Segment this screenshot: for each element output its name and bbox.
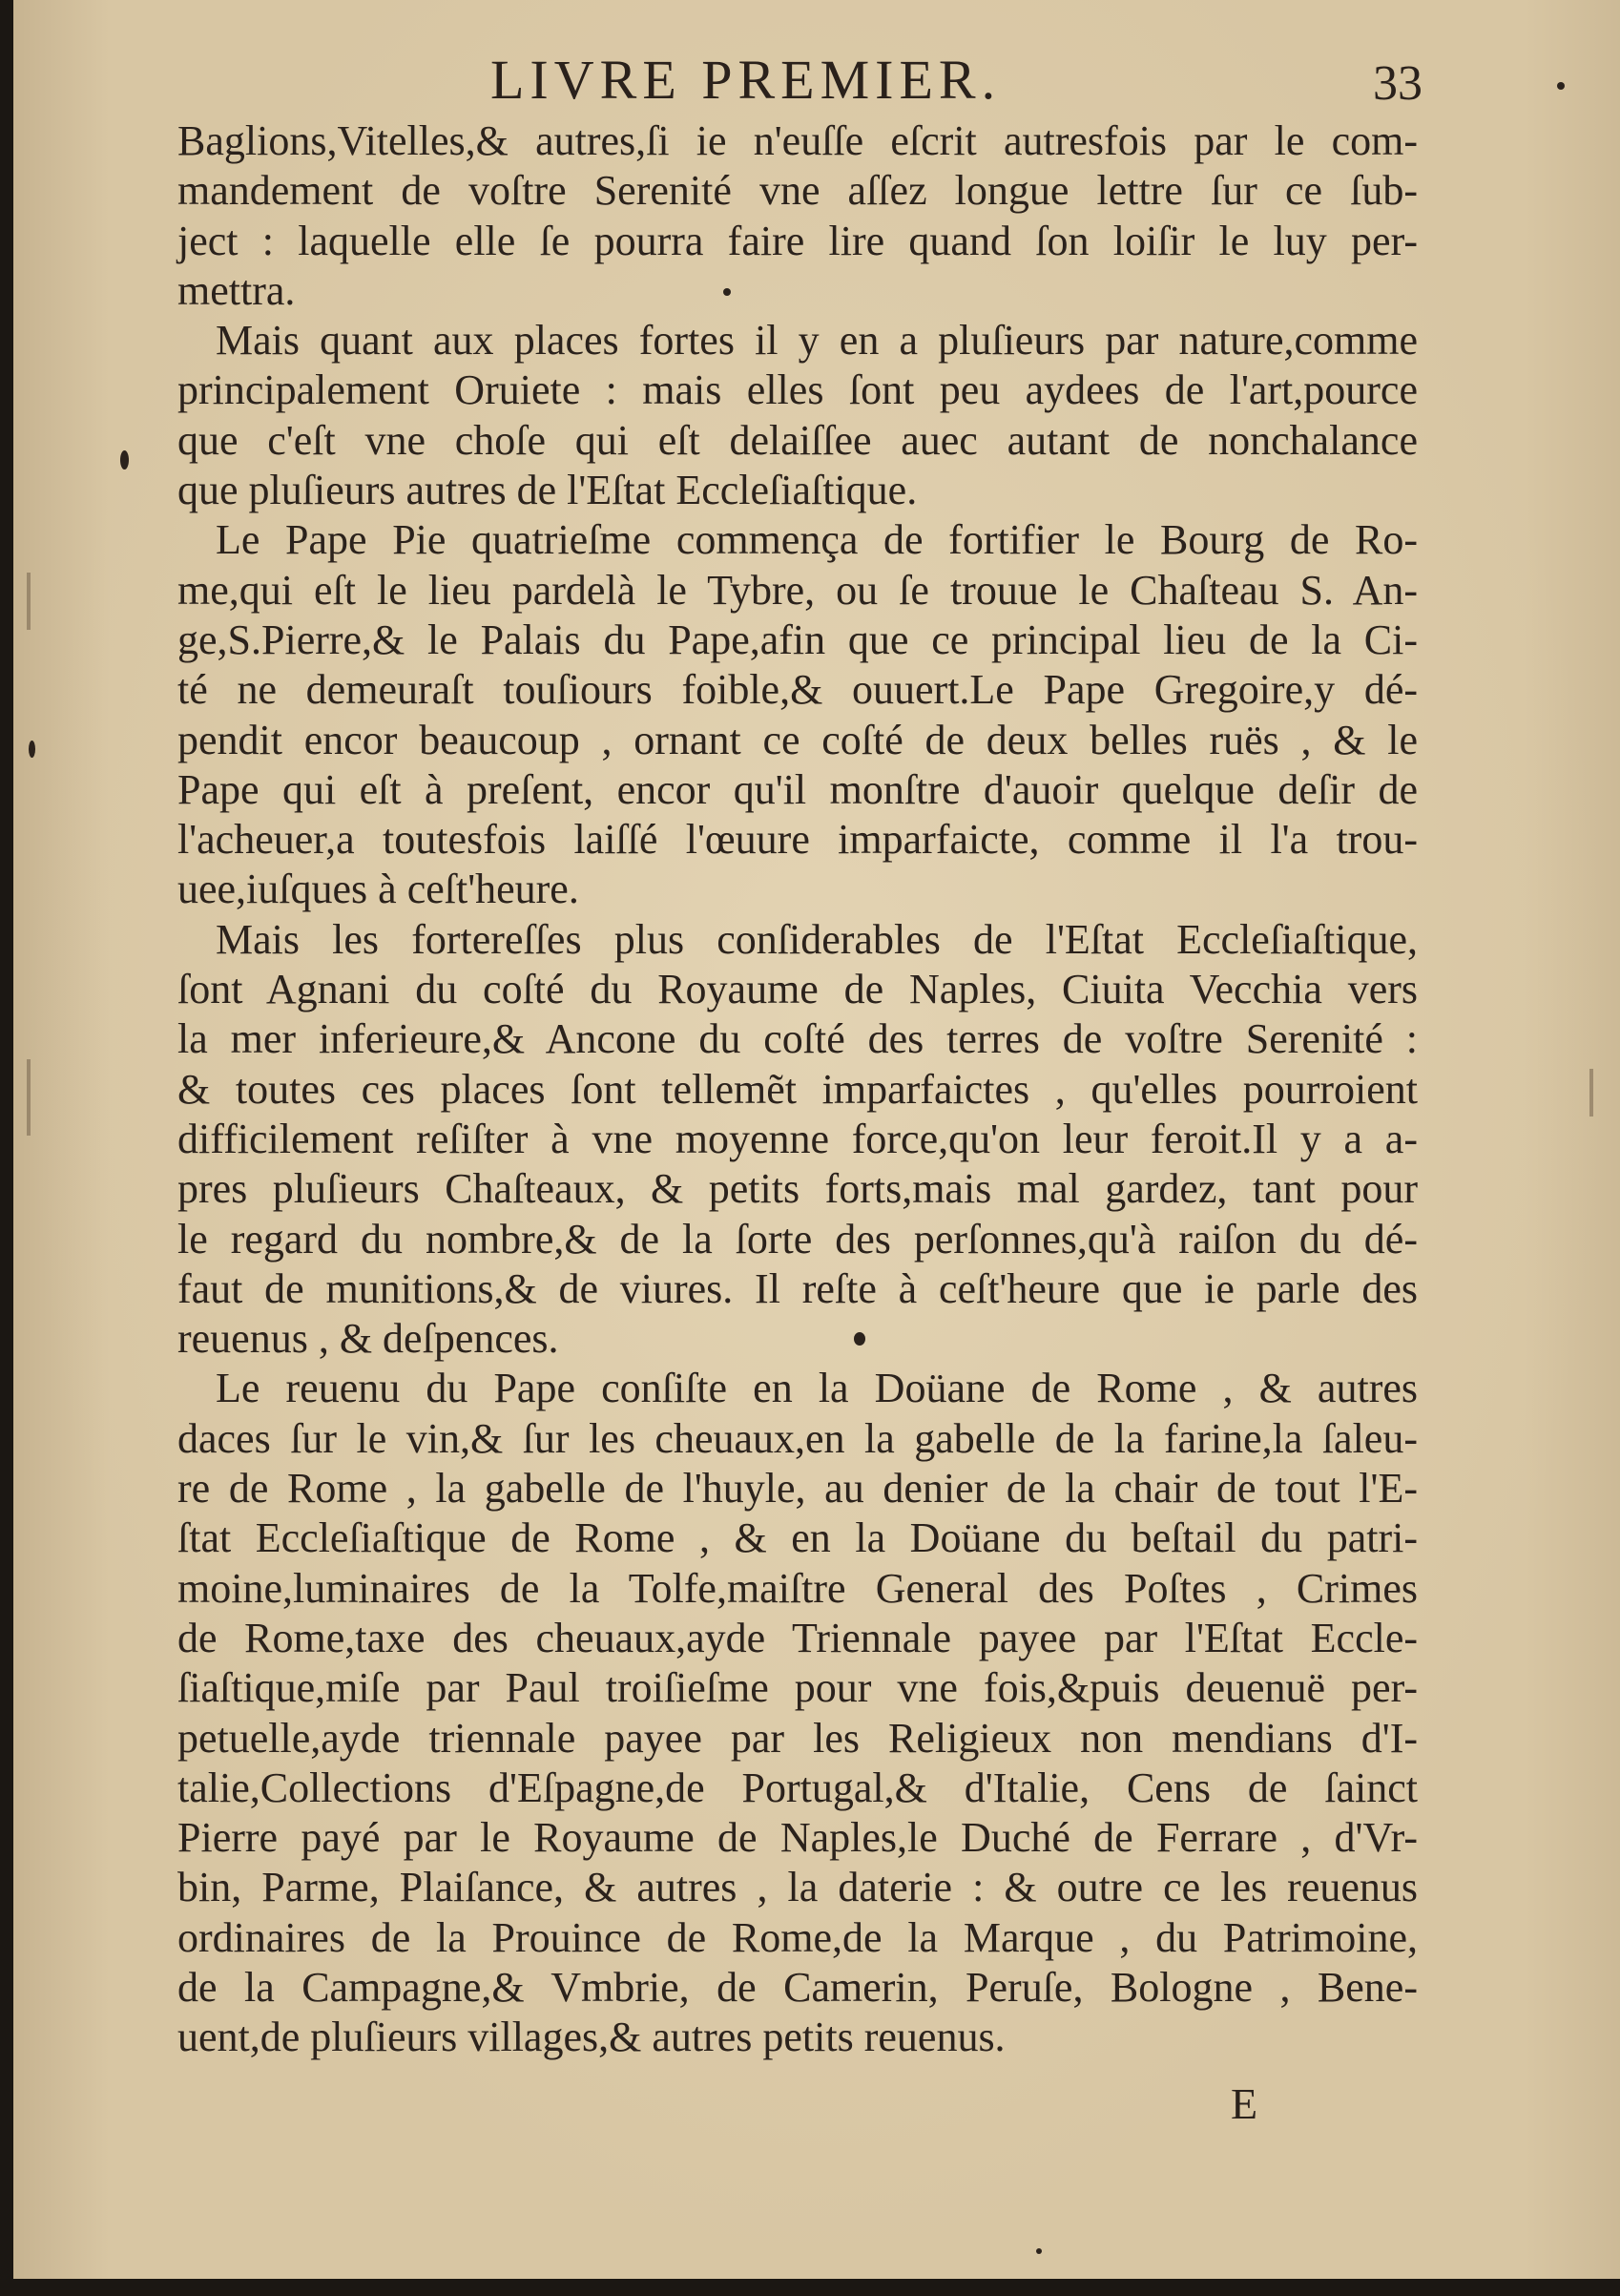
text-line: la mer inferieure,& Ancone du coſté des terres de voſtre Serenité : — [177, 1015, 1418, 1063]
ink-speck — [1036, 2248, 1042, 2254]
body-text — [177, 116, 1418, 2063]
page-header — [13, 29, 1620, 115]
text-line: ordinaires de la Prouince de Rome,de la Marque , du Patrimoine, — [177, 1913, 1418, 1961]
text-line: que c'eſt vne choſe qui eſt delaiſſee auec autant de nonchalance — [177, 416, 1418, 464]
text-line: le regard du nombre,& de la ſorte des perſonnes,qu'à raiſon du dé- — [177, 1215, 1418, 1263]
text-line: de la Campagne,& Vmbrie, de Camerin, Peruſe, Bologne , Bene- — [177, 1963, 1418, 2011]
text-line: principalement Oruiete : mais elles ſont peu aydees de l'art,pource — [177, 366, 1418, 414]
text-line: Le Pape Pie quatrieſme commença de fortifier le Bourg de Ro- — [216, 516, 1418, 564]
text-line: l'acheuer,a toutesfois laiſſé l'œuure imparfaicte, comme il l'a trou- — [177, 816, 1418, 864]
text-line: de Rome,taxe des cheuaux,ayde Triennale payee par l'Eſtat Eccle- — [177, 1614, 1418, 1661]
text-line: té ne demeuraſt touſiours foible,& ouuert.Le Pape Gregoire,y dé- — [177, 666, 1418, 714]
ink-speck — [1557, 82, 1565, 90]
ink-speck — [29, 741, 35, 758]
running-title: LIVRE PREMIER. — [490, 49, 1002, 111]
text-line: que pluſieurs autres de l'Eſtat Eccleſiaſtique. — [177, 467, 918, 514]
edge-blemish — [27, 573, 31, 630]
text-line: ſtat Eccleſiaſtique de Rome , & en la Doüane du beſtail du patri- — [177, 1514, 1418, 1562]
text-line: pendit encor beaucoup , ornant ce coſté de deux belles ruës , & le — [177, 716, 1418, 763]
book-page — [13, 0, 1620, 2279]
edge-blemish — [1589, 1069, 1593, 1117]
text-line: difficilement reſiſter à vne moyenne force,qu'on leur feroit.Il y a a- — [177, 1115, 1418, 1162]
text-line: Mais les fortereſſes plus conſiderables de l'Eſtat Eccleſiaſtique, — [216, 915, 1418, 963]
text-line: Pierre payé par le Royaume de Naples,le Duché de Ferrare , d'Vr- — [177, 1814, 1418, 1862]
text-line: talie,Collections d'Eſpagne,de Portugal,& d'Italie, Cens de ſainct — [177, 1764, 1418, 1811]
text-line: bin, Parme, Plaiſance, & autres , la daterie : & outre ce les reuenus — [177, 1864, 1418, 1911]
text-line: uent,de pluſieurs villages,& autres petits reuenus. — [177, 2014, 1006, 2061]
page-number: 33 — [1373, 56, 1423, 111]
text-line: uee,iuſques à ceſt'heure. — [177, 866, 579, 913]
text-line: ſont Agnani du coſté du Royaume de Naples, Ciuita Vecchia vers — [177, 966, 1418, 1013]
ink-speck — [854, 1332, 865, 1346]
text-line: faut de munitions,& de viures. Il reſte à ceſt'heure que ie parle des — [177, 1264, 1418, 1312]
text-line: re de Rome , la gabelle de l'huyle, au denier de la chair de tout l'E- — [177, 1465, 1418, 1513]
text-line: petuelle,ayde triennale payee par les Religieux non mendians d'I- — [177, 1714, 1418, 1762]
text-line: daces ſur le vin,& ſur les cheuaux,en la gabelle de la farine,la ſaleu- — [177, 1414, 1418, 1462]
text-line: Mais quant aux places fortes il y en a pluſieurs par nature,comme — [216, 317, 1418, 365]
text-line: reuenus , & deſpences. — [177, 1315, 559, 1363]
text-line: Baglions,Vitelles,& autres,ſi ie n'euſſe eſcrit autresfois par le com- — [177, 117, 1418, 164]
text-line: ject : laquelle elle ſe pourra faire lire quand ſon loiſir le luy per- — [177, 217, 1418, 264]
ink-speck — [723, 288, 731, 296]
signature-mark: E — [1231, 2079, 1258, 2128]
text-line: mettra. — [177, 266, 296, 314]
text-line: me,qui eſt le lieu pardelà le Tybre, ou ſe trouue le Chaſteau S. An- — [177, 566, 1418, 614]
edge-blemish — [27, 1059, 31, 1136]
text-line: ſiaſtique,miſe par Paul troiſieſme pour vne fois,&puis deuenuë per- — [177, 1664, 1418, 1712]
text-line: moine,luminaires de la Tolfe,maiſtre General des Poſtes , Crimes — [177, 1564, 1418, 1612]
text-line: Le reuenu du Pape conſiſte en la Doüane de Rome , & autres — [216, 1365, 1418, 1412]
text-line: ge,S.Pierre,& le Palais du Pape,afin que ce principal lieu de la Ci- — [177, 616, 1418, 663]
text-line: Pape qui eſt à preſent, encor qu'il monſtre d'auoir quelque deſir de — [177, 765, 1418, 813]
text-line: pres pluſieurs Chaſteaux, & petits forts,mais mal gardez, tant pour — [177, 1165, 1418, 1213]
text-line: & toutes ces places ſont tellemẽt imparfaictes , qu'elles pourroient — [177, 1065, 1418, 1113]
ink-speck — [120, 450, 129, 470]
text-line: mandement de voſtre Serenité vne aſſez longue lettre ſur ce ſub- — [177, 167, 1418, 215]
